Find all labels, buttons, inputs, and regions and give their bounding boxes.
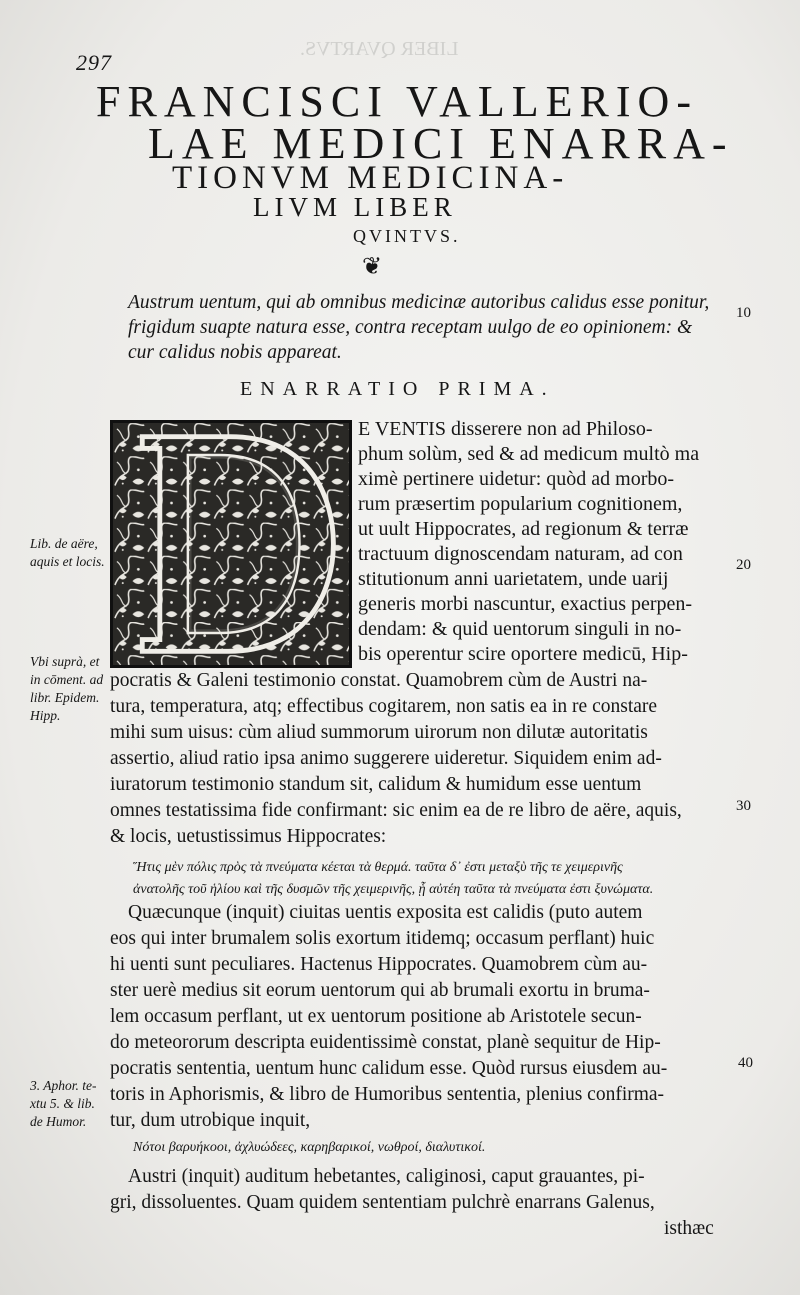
body-line: iuratorum testimonio standum sit, calidum & humidum esse uentum <box>110 774 642 795</box>
line-number: 30 <box>736 798 751 814</box>
summary-line: cur calidus nobis appareat. <box>128 342 342 363</box>
margin-note-line: xtu 5. & lib. <box>30 1096 95 1111</box>
greek-quote-line: Ἥτις μὲν πόλις πρὸς τὰ πνεύματα κέεται τὰ θερμά. ταῦτα δ᾽ ἐστι μεταξὺ τῆς τε χειμερινῆς <box>133 860 623 875</box>
body-line: generis morbi nascuntur, exactius perpen- <box>358 593 693 615</box>
body-line: omnes testatissima fide confirmant: sic enim ea de re libro de aëre, aquis, <box>110 800 682 821</box>
section-heading: ENARRATIO PRIMA. <box>240 378 555 400</box>
body-line: do meteororum descripta euidentissimè constat, planè sequitur de Hip- <box>110 1032 661 1053</box>
body-line: assertio, aliud ratio ipsa animo suggerere uideretur. Siquidem enim ad- <box>110 748 662 769</box>
greek-quote-line: Νότοι βαρυήκοοι, ἀχλυώδεες, καρηβαρικοί, νωθροί, διαλυτικοί. <box>133 1140 486 1155</box>
body-line: gri, dissoluentes. Quam quidem sententiam pulchrè enarrans Galenus, <box>110 1192 655 1213</box>
body-line: tractuum dignoscendam naturam, ad con <box>358 543 683 565</box>
title-line-2: LAE MEDICI ENARRA- <box>148 119 734 168</box>
greek-quote-line: ἀνατολῆς τοῦ ἡλίου καὶ τῆς δυσμῶν τῆς χειμερινῆς, ᾗ αὐτέη ταῦτα τὰ πνεύματα ἐστι ξυνώματα. <box>133 882 654 897</box>
body-line: E VENTIS disserere non ad Philoso- <box>358 418 653 440</box>
margin-note-line: de Humor. <box>30 1114 87 1129</box>
title-line-4: LIVM LIBER <box>253 192 457 222</box>
margin-note <box>30 653 103 725</box>
body-line: ut uult Hippocrates, ad regionum & terræ <box>358 518 689 540</box>
title-line-5: QVINTVS. <box>353 226 461 246</box>
body-line: hi uenti sunt peculiares. Hactenus Hippocrates. Quamobrem cùm au- <box>110 954 648 975</box>
body-line: stitutionum anni uarietatem, unde uarij <box>358 568 669 590</box>
chapter-summary <box>128 290 728 365</box>
body-line: Austri (inquit) auditum hebetantes, caliginosi, caput grauantes, pi- <box>128 1166 645 1187</box>
body-line: tur, dum utrobique inquit, <box>110 1110 311 1131</box>
line-number: 20 <box>736 557 751 573</box>
body-line: dendam: & quid uentorum singuli in no- <box>358 618 682 640</box>
title-line-3: TIONVM MEDICINA- <box>172 160 569 196</box>
margin-note-line: aquis et locis. <box>30 554 105 569</box>
body-line: rum præsertim popularium cognitionem, <box>358 493 683 515</box>
body-line: & locis, uetustissimus Hippocrates: <box>110 826 387 847</box>
body-line: Quæcunque (inquit) ciuitas uentis exposita est calidis (puto autem <box>128 902 643 923</box>
body-line: ximè pertinere uidetur: quòd ad morbo- <box>358 468 675 490</box>
body-line: eos qui inter brumalem solis exortum itidemq; occasum perflant) huic <box>110 928 655 949</box>
margin-note-line: Lib. de aëre, <box>30 536 98 551</box>
margin-note-line: Vbi suprà, et <box>30 654 100 669</box>
body-line: ster uerè medius sit eorum uentorum qui ab brumali exortu in bruma- <box>110 980 650 1001</box>
folio-number: 297 <box>76 50 112 75</box>
body-line: phum solùm, sed & ad medicum multò ma <box>358 443 700 465</box>
body-line: lem occasum perflant, ut ex uentorum positione ab Aristotele secun- <box>110 1006 642 1027</box>
title-line-1: FRANCISCI VALLERIO- <box>96 77 698 126</box>
body-line: toris in Aphorismis, & libro de Humoribus sententia, plenius confirma- <box>110 1084 665 1105</box>
margin-note-line: Hipp. <box>30 708 61 723</box>
margin-note <box>30 535 105 571</box>
body-line: tura, temperatura, atq; effectibus cogitarem, non satis ea in re constare <box>110 696 658 717</box>
margin-note-line: libr. Epidem. <box>30 690 100 705</box>
margin-note-line: 3. Aphor. te- <box>30 1078 97 1093</box>
body-line: mihi sum uisus: cùm aliud summorum uirorum non dilutæ autoritatis <box>110 722 648 743</box>
line-number: 10 <box>736 305 751 321</box>
summary-line: frigidum suapte natura esse, contra receptam uulgo de eo opinionem: & <box>128 317 693 338</box>
initial-letter-d-icon <box>113 423 349 665</box>
fleuron-icon: ❦ <box>362 254 383 280</box>
body-line: pocratis sententia, uentum hunc calidum esse. Quòd rursus eiusdem au- <box>110 1058 668 1079</box>
catchword: isthæc <box>664 1218 714 1239</box>
summary-line: Austrum uentum, qui ab omnibus medicinæ autoribus calidus esse ponitur, <box>128 292 710 313</box>
body-line: pocratis & Galeni testimonio constat. Quamobrem cùm de Austri na- <box>110 670 648 691</box>
margin-note-line: in cōment. ad <box>30 672 104 687</box>
body-line: bis operentur scire oportere medicū, Hip- <box>358 643 688 665</box>
margin-note <box>30 1077 97 1131</box>
line-number: 40 <box>738 1055 753 1071</box>
decorated-initial <box>110 420 352 668</box>
bleed-through-header: LIBER QVARTVS. <box>300 38 459 60</box>
